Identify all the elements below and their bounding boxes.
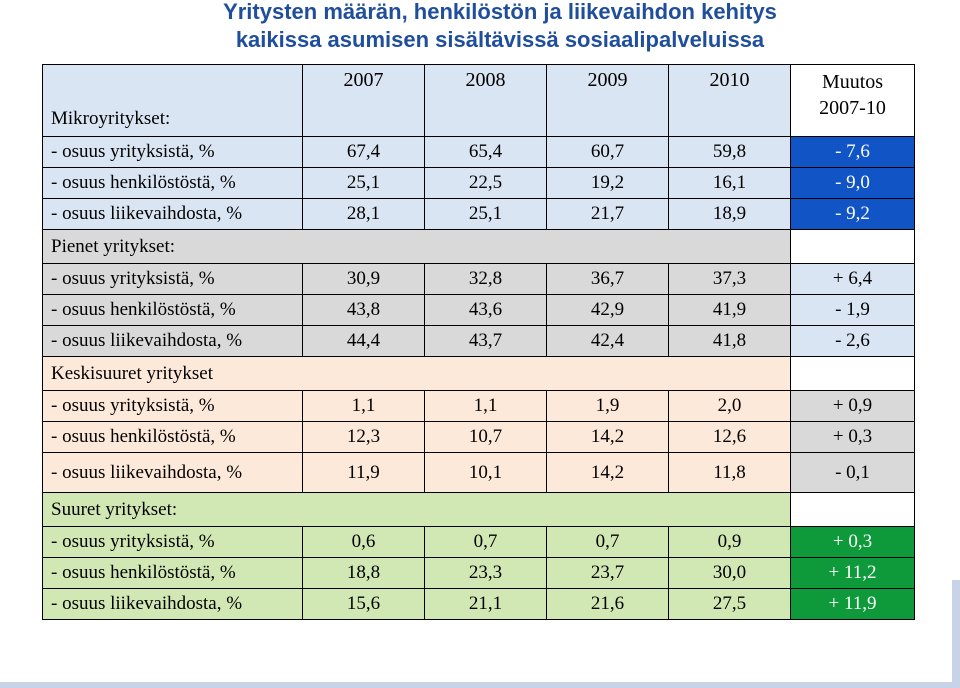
cell-value: 28,1 — [303, 199, 425, 230]
table-row — [43, 168, 915, 199]
header-row — [43, 65, 915, 137]
cell-value: 18,8 — [303, 558, 425, 589]
cell-value: 43,6 — [425, 295, 547, 326]
table-row — [43, 326, 915, 357]
change-header-line1: Muutos — [821, 71, 884, 93]
cell-value: 12,3 — [303, 422, 425, 453]
cell-value: 2,0 — [669, 391, 791, 422]
cell-value: 18,9 — [669, 199, 791, 230]
change-value: + 11,2 — [791, 558, 915, 589]
table-row — [43, 295, 915, 326]
table-row — [43, 137, 915, 168]
cell-value: 21,1 — [425, 589, 547, 620]
year-header: 2008 — [425, 65, 547, 137]
page-title: Yritysten määrän, henkilöstön ja liikevaihdon kehitys — [223, 0, 777, 24]
table-row — [43, 558, 915, 589]
cell-value: 10,7 — [425, 422, 547, 453]
change-value: + 0,3 — [791, 422, 915, 453]
decorative-strip-bottom — [0, 682, 960, 688]
change-value: + 0,9 — [791, 391, 915, 422]
cell-value: 42,4 — [547, 326, 669, 357]
cell-value: 44,4 — [303, 326, 425, 357]
change-value: + 0,3 — [791, 527, 915, 558]
row-label: - osuus yrityksistä, % — [43, 137, 303, 168]
cell-value: 19,2 — [547, 168, 669, 199]
cell-value: 14,2 — [547, 453, 669, 493]
row-label: - osuus henkilöstöstä, % — [43, 422, 303, 453]
empty-cell — [791, 357, 915, 391]
cell-value: 23,7 — [547, 558, 669, 589]
row-label: - osuus liikevaihdosta, % — [43, 589, 303, 620]
cell-value: 30,0 — [669, 558, 791, 589]
change-value: + 11,9 — [791, 589, 915, 620]
cell-value: 14,2 — [547, 422, 669, 453]
cell-value: 25,1 — [303, 168, 425, 199]
change-value: - 9,0 — [791, 168, 915, 199]
cell-value: 43,7 — [425, 326, 547, 357]
cell-value: 67,4 — [303, 137, 425, 168]
cell-value: 0,7 — [547, 527, 669, 558]
table-row — [43, 199, 915, 230]
cell-value: 36,7 — [547, 264, 669, 295]
year-header: 2009 — [547, 65, 669, 137]
table-row — [43, 391, 915, 422]
change-value: - 9,2 — [791, 199, 915, 230]
cell-value: 59,8 — [669, 137, 791, 168]
change-value: - 2,6 — [791, 326, 915, 357]
cell-value: 0,6 — [303, 527, 425, 558]
row-label: - osuus liikevaihdosta, % — [43, 326, 303, 357]
row-label: - osuus yrityksistä, % — [43, 527, 303, 558]
change-value: - 0,1 — [791, 453, 915, 493]
cell-value: 1,1 — [303, 391, 425, 422]
cell-value: 0,7 — [425, 527, 547, 558]
row-label: - osuus liikevaihdosta, % — [43, 453, 303, 493]
row-label: - osuus henkilöstöstä, % — [43, 295, 303, 326]
page-subtitle: kaikissa asumisen sisältävissä sosiaalipalveluissa — [235, 27, 765, 52]
cell-value: 25,1 — [425, 199, 547, 230]
cell-value: 41,9 — [669, 295, 791, 326]
cell-value: 11,8 — [669, 453, 791, 493]
statistics-table — [42, 64, 915, 620]
year-header: 2007 — [303, 65, 425, 137]
cell-value: 1,1 — [425, 391, 547, 422]
cell-value: 30,9 — [303, 264, 425, 295]
year-header: 2010 — [669, 65, 791, 137]
section-label-medium: Keskisuuret yritykset — [43, 357, 791, 391]
cell-value: 11,9 — [303, 453, 425, 493]
cell-value: 10,1 — [425, 453, 547, 493]
cell-value: 22,5 — [425, 168, 547, 199]
decorative-strip-right — [952, 580, 960, 688]
change-header — [791, 65, 915, 137]
cell-value: 32,8 — [425, 264, 547, 295]
table-row — [43, 264, 915, 295]
cell-value: 42,9 — [547, 295, 669, 326]
cell-value: 12,6 — [669, 422, 791, 453]
cell-value: 1,9 — [547, 391, 669, 422]
row-label: - osuus henkilöstöstä, % — [43, 168, 303, 199]
table-row — [43, 527, 915, 558]
cell-value: 21,6 — [547, 589, 669, 620]
row-label: - osuus henkilöstöstä, % — [43, 558, 303, 589]
change-value: - 1,9 — [791, 295, 915, 326]
table-row — [43, 422, 915, 453]
cell-value: 37,3 — [669, 264, 791, 295]
cell-value: 41,8 — [669, 326, 791, 357]
row-label: - osuus yrityksistä, % — [43, 391, 303, 422]
section-label-large: Suuret yritykset: — [43, 493, 791, 527]
cell-value: 15,6 — [303, 589, 425, 620]
section-label-small: Pienet yritykset: — [43, 230, 791, 264]
row-label: - osuus liikevaihdosta, % — [43, 199, 303, 230]
table-row — [43, 589, 915, 620]
change-value: + 6,4 — [791, 264, 915, 295]
row-label: - osuus yrityksistä, % — [43, 264, 303, 295]
cell-value: 60,7 — [547, 137, 669, 168]
section-header-row — [43, 357, 915, 391]
table-row — [43, 453, 915, 493]
section-header-row — [43, 230, 915, 264]
cell-value: 16,1 — [669, 168, 791, 199]
change-value: - 7,6 — [791, 137, 915, 168]
cell-value: 23,3 — [425, 558, 547, 589]
cell-value: 27,5 — [669, 589, 791, 620]
empty-cell — [791, 230, 915, 264]
cell-value: 21,7 — [547, 199, 669, 230]
empty-cell — [791, 493, 915, 527]
cell-value: 0,9 — [669, 527, 791, 558]
change-header-line2: 2007-10 — [819, 97, 886, 119]
section-header-row — [43, 493, 915, 527]
cell-value: 65,4 — [425, 137, 547, 168]
cell-value: 43,8 — [303, 295, 425, 326]
section-label-micro: Mikroyritykset: — [43, 65, 303, 137]
